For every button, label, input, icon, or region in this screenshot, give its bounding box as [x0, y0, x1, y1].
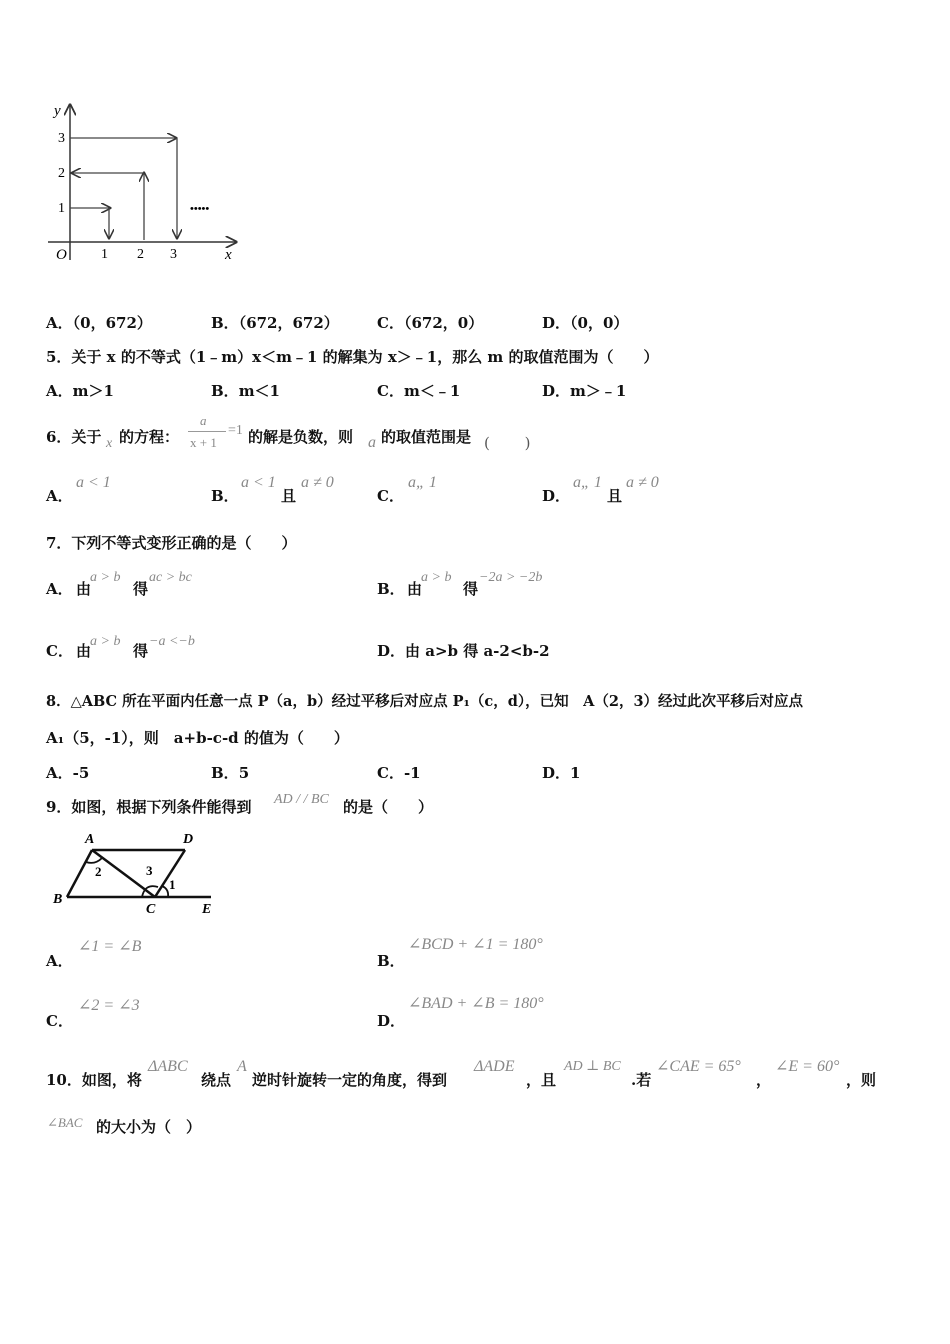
option-math: −a <−b	[149, 634, 195, 649]
q10-text-7: ，则	[846, 1071, 877, 1089]
option-letter: C．	[377, 487, 404, 505]
q6-stem-mid2: 的解是负数，则	[248, 428, 354, 446]
q6-paren: ( )	[484, 434, 531, 452]
q5-stem: 5．关于 x 的不等式（1﹣m）x＜m﹣1 的解集为 x＞﹣1，那么 m 的取值范围为（ ）	[46, 348, 659, 366]
q4-option-a[interactable]	[46, 312, 152, 333]
option-letter: D．	[542, 487, 571, 505]
q10-math-bac: ∠BAC	[47, 1115, 83, 1130]
option-letter: C．	[377, 382, 404, 400]
q10-math-e: ∠E = 60°	[775, 1058, 840, 1075]
q10-math-abc: ΔABC	[148, 1058, 188, 1075]
option-math: a > b	[90, 570, 121, 585]
q8-stem-line1: 8．△ABC 所在平面内任意一点 P（a，b）经过平移后对应点 P₁（c，d），已知 A（2，3）经过此次平移后对应点	[46, 693, 804, 710]
option-text: 由	[76, 580, 92, 598]
fraction-denominator: x + 1	[190, 435, 217, 450]
q9-stem-prefix: 9．如图，根据下列条件能得到	[46, 798, 252, 816]
option-text: 得	[463, 580, 479, 598]
angle-label: 1	[169, 877, 176, 892]
q10-math-perp: AD ⊥ BC	[564, 1059, 621, 1074]
option-letter: C．	[377, 764, 404, 782]
option-conjunction: 且	[607, 487, 623, 505]
q10-text-1: 10．如图，将	[46, 1071, 142, 1089]
point-label: A	[85, 832, 95, 847]
q6-stem-suffix: 的取值范围是	[381, 428, 472, 446]
option-math: a > b	[90, 634, 121, 649]
y-tick-label: 3	[58, 131, 65, 146]
q6-var-a: a	[368, 434, 376, 451]
q5-option-d[interactable]	[542, 380, 626, 401]
option-math: a < 1	[241, 474, 276, 491]
option-math: ∠BCD + ∠1 = 180°	[408, 936, 543, 953]
y-axis-label: y	[54, 103, 61, 119]
option-letter: A．	[46, 764, 73, 782]
option-letter: C．	[46, 642, 73, 660]
option-letter: A．	[46, 952, 73, 970]
option-letter: C．	[377, 314, 404, 332]
option-letter: B．	[211, 382, 239, 400]
option-letter: D．	[542, 764, 571, 782]
q7-option-d[interactable]	[377, 640, 550, 661]
q8-option-d[interactable]	[542, 762, 580, 783]
option-text: 由	[407, 580, 423, 598]
q10-text-4: ，且	[526, 1071, 557, 1089]
option-text: 1	[570, 764, 581, 782]
coordinate-path-figure	[40, 95, 250, 270]
option-text: m＜1	[238, 382, 280, 400]
q10-text-3: 逆时针旋转一定的角度，得到	[252, 1071, 448, 1089]
option-text: （0，0）	[570, 314, 629, 332]
option-math: a ≠ 0	[301, 474, 334, 491]
q8-option-c[interactable]	[377, 762, 421, 783]
option-text: 由 a>b 得 a-2<b-2	[405, 642, 550, 660]
q8-stem-line2: A₁（5，-1），则 a+b-c-d 的值为（ ）	[46, 729, 349, 747]
option-text: -5	[72, 764, 90, 782]
option-text: 得	[133, 580, 149, 598]
option-math: ac > bc	[149, 570, 192, 585]
option-letter: A．	[46, 314, 73, 332]
option-text: 得	[133, 642, 149, 660]
option-math: ∠1 = ∠B	[78, 938, 142, 955]
q10-text-6: ，	[756, 1071, 772, 1089]
option-text: 由	[76, 642, 92, 660]
q10-text-2: 绕点	[201, 1071, 232, 1089]
q6-stem-prefix: 6．关于	[46, 428, 102, 446]
q10-math-ade: ΔADE	[474, 1058, 515, 1075]
q5-option-c[interactable]	[377, 380, 460, 401]
q7-stem: 7．下列不等式变形正确的是（ ）	[46, 534, 297, 552]
y-tick-label: 2	[58, 166, 65, 181]
q8-option-a[interactable]	[46, 762, 89, 783]
point-label: E	[202, 902, 212, 917]
q10-math-cae: ∠CAE = 65°	[656, 1058, 741, 1075]
option-math: a„ 1	[573, 474, 602, 491]
origin-label: O	[56, 247, 67, 263]
point-label: B	[53, 892, 63, 907]
option-letter: C．	[46, 1012, 73, 1030]
y-tick-label: 1	[58, 201, 65, 216]
option-letter: A．	[46, 487, 73, 505]
segment-ab	[67, 850, 92, 897]
q8-option-b[interactable]	[211, 762, 249, 783]
option-text: m＞1	[72, 382, 114, 400]
angle-1-arc	[162, 886, 168, 897]
x-tick-label: 2	[137, 247, 144, 262]
fraction-bar	[188, 431, 226, 432]
option-math: a < 1	[76, 474, 111, 491]
q6-stem-mid1: 的方程：	[119, 428, 180, 446]
point-label: C	[146, 902, 156, 917]
q4-option-b[interactable]	[211, 312, 339, 333]
option-letter: A．	[46, 382, 73, 400]
q10-text-5: .若	[631, 1071, 652, 1089]
option-text: （672，0）	[403, 314, 484, 332]
fraction-numerator: a	[200, 413, 207, 428]
q10-math-a: A	[237, 1058, 247, 1075]
option-letter: A．	[46, 580, 73, 598]
option-conjunction: 且	[281, 487, 297, 505]
option-letter: D．	[542, 382, 571, 400]
option-text: 5	[238, 764, 250, 782]
fraction-equals: =1	[228, 423, 243, 438]
option-math: a ≠ 0	[626, 474, 659, 491]
option-math: ∠BAD + ∠B = 180°	[408, 995, 544, 1012]
point-label: D	[183, 832, 194, 847]
option-text: m＜﹣1	[403, 382, 461, 400]
q9-math: AD / / BC	[274, 792, 329, 807]
option-text: m＞﹣1	[570, 382, 627, 400]
option-letter: D．	[377, 1012, 406, 1030]
ellipsis-label: •••••	[190, 203, 210, 215]
q6-var-x: x	[106, 436, 113, 451]
option-text: -1	[403, 764, 421, 782]
option-letter: B．	[377, 580, 405, 598]
angle-label: 3	[146, 863, 153, 878]
option-text: （0，672）	[72, 314, 152, 332]
x-tick-label: 3	[170, 247, 177, 262]
option-math: ∠2 = ∠3	[78, 997, 140, 1014]
option-letter: B．	[211, 487, 239, 505]
option-math: a > b	[421, 570, 452, 585]
angle-label: 2	[95, 864, 102, 879]
option-letter: B．	[211, 764, 239, 782]
q10-text-8: 的大小为（ ）	[96, 1118, 202, 1136]
parallelogram-figure	[45, 825, 225, 920]
option-letter: D．	[377, 642, 406, 660]
q4-option-c[interactable]	[377, 312, 483, 333]
q4-option-d[interactable]	[542, 312, 628, 333]
option-letter: B．	[211, 314, 239, 332]
option-math: a„ 1	[408, 474, 437, 491]
q9-stem-suffix: 的是（ ）	[343, 798, 434, 816]
option-letter: B．	[377, 952, 405, 970]
option-letter: D．	[542, 314, 571, 332]
x-tick-label: 1	[101, 247, 108, 262]
x-axis-label: x	[225, 247, 232, 263]
option-text: （672，672）	[238, 314, 339, 332]
q5-option-a[interactable]	[46, 380, 114, 401]
q5-option-b[interactable]	[211, 380, 280, 401]
option-math: −2a > −2b	[479, 570, 543, 585]
